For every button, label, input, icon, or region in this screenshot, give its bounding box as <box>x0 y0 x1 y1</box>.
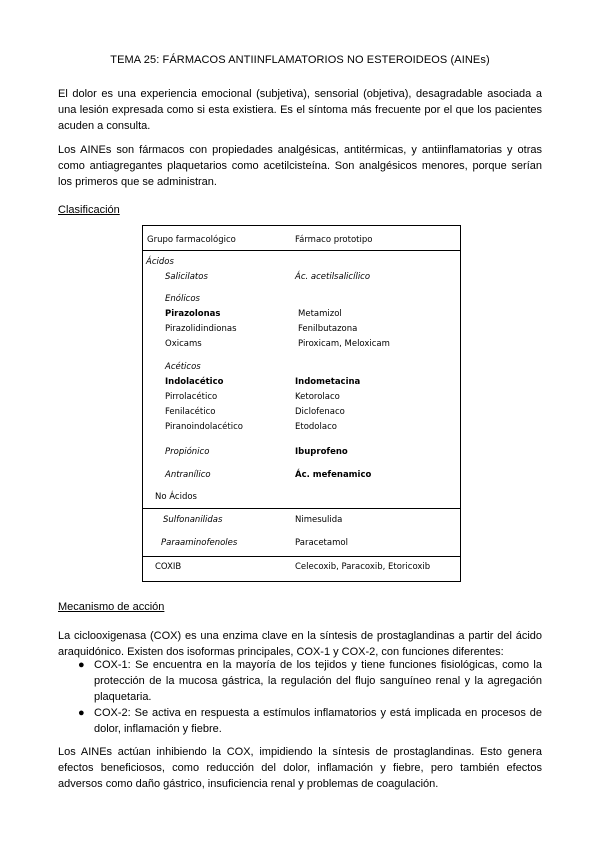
sulfonanilidas-drug: Nimesulida <box>295 515 343 525</box>
pirrolacetico-drug: Ketorolaco <box>295 392 340 402</box>
fenilacetico-drug: Diclofenaco <box>295 407 345 417</box>
list-item <box>58 657 542 705</box>
indolacetico-drug: Indometacina <box>295 377 361 387</box>
table-header-group: Grupo farmacológico <box>147 235 236 245</box>
oxicams-label: Oxicams <box>165 339 202 349</box>
acidos-label: Ácidos <box>146 257 174 267</box>
intro-paragraph: El dolor es una experiencia emocional (subjetiva), sensorial (objetiva), desagradable asociada a una lesión expresada como si esta existiera. Es el síntoma más frecuente por el que los pacientes acuden a consulta. <box>58 88 542 132</box>
paraaminofenoles-label: Paraaminofenoles <box>161 538 238 548</box>
table-divider <box>143 508 460 509</box>
bullet-icon: ● <box>78 659 85 671</box>
piranoindolacetico-label: Piranoindolacético <box>165 422 243 432</box>
coxib-label: COXIB <box>155 562 182 572</box>
piranoindolacetico-drug: Etodolaco <box>295 422 337 432</box>
no-acidos-label: No Ácidos <box>155 492 197 502</box>
pirazolonas-label: Pirazolonas <box>165 309 221 319</box>
antranilico-drug: Ác. mefenamico <box>295 470 372 480</box>
list-item <box>58 705 542 737</box>
salicilatos-drug: Ác. acetilsalicílico <box>295 272 371 282</box>
final-paragraph: Los AINEs actúan inhibiendo la COX, impidiendo la síntesis de prostaglandinas. Esto genera efectos beneficiosos, como reducción del dolor, inflamación y fiebre, pero también efectos adversos como daño gástrico, insuficiencia renal y problemas de coagulación. <box>58 746 542 790</box>
bullet-text-cox2: COX-2: Se activa en respuesta a estímulos inflamatorios y está implicada en procesos de dolor, inflamación y fiebre. <box>94 707 542 735</box>
salicilatos-label: Salicilatos <box>165 272 208 282</box>
sulfonanilidas-label: Sulfonanilidas <box>163 515 223 525</box>
bullet-icon: ● <box>78 707 85 719</box>
pirrolacetico-label: Pirrolacético <box>165 392 218 402</box>
enolicos-label: Enólicos <box>165 294 200 304</box>
paraaminofenoles-drug: Paracetamol <box>295 538 348 548</box>
table-divider <box>143 250 460 251</box>
pirazolonas-drug: Metamizol <box>298 309 342 319</box>
coxib-drug: Celecoxib, Paracoxib, Etoricoxib <box>295 562 431 572</box>
propionico-drug: Ibuprofeno <box>295 447 348 457</box>
cox-paragraph: La ciclooxigenasa (COX) es una enzima clave en la síntesis de prostaglandinas a partir del ácido araquidónico. Existen dos isoformas principales, COX-1 y COX-2, con funciones diferentes: <box>58 630 542 658</box>
cox-bullet-list <box>58 657 542 737</box>
antranilico-label: Antranílico <box>165 470 211 480</box>
bullet-text-cox1: COX-1: Se encuentra en la mayoría de los tejidos y tiene funciones fisiológicas, como la protección de la mucosa gástrica, la regulación del flujo sanguíneo renal y la agregación plaquetaria. <box>94 659 542 703</box>
indolacetico-label: Indolacético <box>165 377 224 387</box>
mecanismo-heading: Mecanismo de acción <box>58 601 165 613</box>
aines-paragraph: Los AINEs son fármacos con propiedades analgésicas, antitérmicas, y antiinflamatorias y otras como antiagregantes plaquetarios como acetilcisteína. Son analgésicos menores, porque serían los primeros que se administran. <box>58 144 542 188</box>
pirazolidindionas-label: Pirazolidindionas <box>165 324 237 334</box>
table-header-drug: Fármaco prototipo <box>295 235 373 245</box>
classification-table <box>142 225 461 582</box>
propionico-label: Propiónico <box>165 447 210 457</box>
table-divider <box>143 556 460 557</box>
clasificacion-heading: Clasificación <box>58 204 120 216</box>
page-title: TEMA 25: FÁRMACOS ANTIINFLAMATORIOS NO ESTEROIDEOS (AINEs) <box>110 54 490 66</box>
oxicams-drug: Piroxicam, Meloxicam <box>298 339 390 349</box>
aceticos-label: Acéticos <box>165 362 201 372</box>
pirazolidindionas-drug: Fenilbutazona <box>298 324 358 334</box>
fenilacetico-label: Fenilacético <box>165 407 216 417</box>
